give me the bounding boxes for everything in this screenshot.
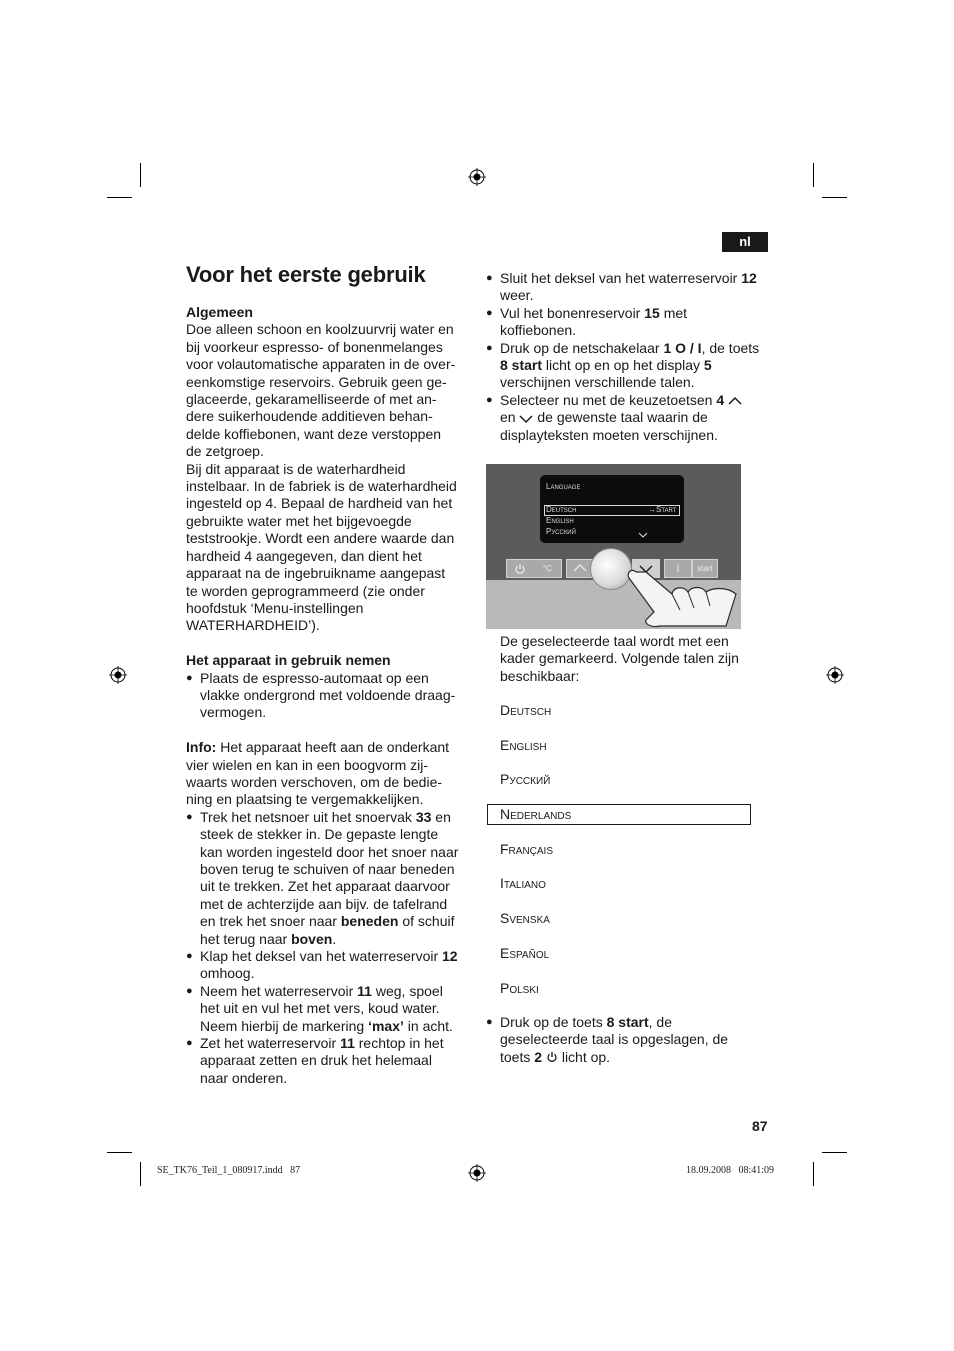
text-run: 12 (442, 948, 458, 964)
text-line: bij voorkeur espresso- of bonenmelanges (186, 338, 443, 355)
language-item: Svenska (500, 910, 550, 927)
language-list (500, 702, 571, 1014)
section-heading: Het apparaat in gebruik nemen (186, 652, 391, 669)
text-run: 12 (741, 270, 757, 286)
crop-mark (107, 1152, 132, 1153)
text-run: 2 (534, 1048, 543, 1065)
right-column-languages-intro (500, 633, 770, 685)
text-line: Bij dit apparaat is de waterhardheid (186, 460, 406, 477)
language-item: Русский (500, 771, 551, 788)
display-screen (540, 475, 684, 543)
registration-mark-icon (109, 666, 127, 684)
text-line: instelbaar. In de fabriek is de waterhardheid (186, 478, 457, 495)
list-item (486, 1014, 771, 1066)
text-run: Klap het deksel van het waterreservoir (200, 948, 443, 964)
text-run: Druk op de toets (500, 1014, 607, 1030)
text-line: glaceerde, gekaramelliseerde of met an- (186, 391, 437, 408)
text-line: displayteksten moeten verschijnen. (500, 426, 718, 443)
list-item (486, 305, 771, 340)
text-line: het uit en vul het met vers, koud water. (200, 1000, 440, 1017)
text-line: naar onderen. (200, 1069, 288, 1086)
text-run: toets (500, 1048, 535, 1065)
list-item (186, 1035, 471, 1087)
text-line: kader gemarkeerd. Volgende talen zijn (500, 650, 739, 667)
text-line: kan worden ingesteld door het snoer naar (200, 843, 459, 860)
list-item (186, 983, 471, 1035)
display-header: Language (546, 482, 581, 491)
power-icon (546, 1051, 558, 1063)
text-line: hardheid 4 aangegeven, dan dient het (186, 547, 422, 564)
info-button[interactable]: i (664, 559, 692, 578)
text-run: 33 (415, 808, 432, 825)
text-line: boven terug te schuiven of naar beneden (200, 860, 455, 877)
crop-mark (107, 197, 132, 198)
display-item: English (546, 516, 574, 525)
text-run: en trek het snoer naar (200, 913, 341, 930)
text-line: hoofdstuk ‘Menu-instellingen (186, 599, 364, 616)
start-button[interactable]: start (692, 559, 718, 578)
list-item (486, 340, 771, 392)
left-column (186, 304, 471, 1087)
text-run: 15 (644, 304, 660, 321)
text-line: ning en plaatsing te vergemakkelijken. (186, 791, 424, 808)
language-item: Français (500, 840, 554, 857)
control-panel-illustration (486, 464, 741, 629)
language-item: English (500, 736, 547, 753)
text-run: , de toets (701, 339, 760, 356)
text-line: te worden geprogrammeerd (zie onder (186, 582, 425, 599)
text-line: voor volautomatische apparaten in de over- (186, 356, 456, 373)
text-run: Zet het waterreservoir (200, 1035, 341, 1052)
list-item (486, 270, 771, 305)
chevron-up-icon (728, 396, 742, 406)
text-run: 11 (340, 1035, 355, 1052)
crop-mark (140, 1162, 141, 1186)
text-line: uit te trekken. Zet het apparaat daarvoor (200, 878, 450, 895)
text-line: koffiebonen. (500, 322, 577, 339)
language-item: Deutsch (500, 702, 552, 718)
finger-hand-illustration (616, 564, 741, 629)
text-line: Doe alleen schoon en koolzuurvrij water en (186, 321, 454, 338)
text-run: het terug naar (200, 930, 292, 947)
page-number: 87 (752, 1118, 768, 1134)
text-run: Druk op de netschakelaar (500, 339, 664, 356)
text-run: . (332, 930, 337, 947)
text-line: eenkomstige reservoirs. Gebruik geen ge- (186, 373, 447, 390)
right-column-steps (486, 270, 771, 444)
text-run: 8 start (500, 357, 543, 374)
text-line: beschikbaar: (500, 667, 580, 684)
text-line: ingesteld op 4. Bepaal de hardheid van het (186, 495, 453, 512)
text-line: vermogen. (200, 704, 267, 721)
text-run: Selecteer nu met de keuzetoetsen (500, 391, 717, 408)
text-line: Het apparaat heeft aan de onderkant (216, 739, 450, 756)
registration-mark-icon (468, 1164, 486, 1182)
text-run: Sluit het deksel van het waterreservoir (500, 270, 742, 286)
text-run: in acht. (403, 1017, 453, 1034)
list-item (186, 948, 471, 983)
text-line: met de achterzijde aan bijv. de tafelrand (200, 895, 448, 912)
language-item: Polski (500, 979, 539, 996)
info-label: Info: (186, 739, 217, 756)
section-heading: Algemeen (186, 304, 253, 320)
text-run: licht op. (557, 1048, 611, 1065)
text-line: de zetgroep. (186, 443, 264, 460)
text-line: steek de stekker in. De gepaste lengte (200, 826, 439, 843)
text-run: en (431, 808, 451, 825)
display-item: Русский (546, 527, 576, 536)
crop-mark (822, 1152, 847, 1153)
text-run: 8 start (606, 1014, 649, 1030)
text-line: verschijnen verschillende talen. (500, 374, 695, 391)
text-line: WATERHARDHEID’). (186, 617, 320, 634)
display-selected-item: Deutsch (546, 505, 577, 514)
text-run: 11 (357, 982, 372, 999)
text-run: Neem het waterreservoir (200, 982, 358, 999)
chevron-up-icon (573, 563, 587, 573)
crop-mark (813, 1162, 814, 1186)
text-line: vier wielen en kan in een boogvorm zij- (186, 756, 429, 773)
text-run: , de (648, 1014, 673, 1030)
text-line: vlakke ondergrond met voldoende draag- (200, 686, 456, 703)
text-line: omhoog. (200, 965, 255, 982)
crop-mark (822, 197, 847, 198)
text-line: teststrookje. Wordt een andere waarde dan (186, 530, 455, 547)
intro-paragraph (186, 321, 471, 634)
text-line: gebruikte water met het bijgevoegde (186, 512, 412, 529)
text-run: en (500, 409, 520, 426)
display-start-hint: →Start (648, 505, 677, 514)
language-tab: nl (722, 232, 768, 252)
footer-file-info: SE_TK76_Teil_1_080917.indd 87 (157, 1165, 301, 1176)
text-run: rechtop in het (354, 1035, 444, 1052)
display-scroll-down-icon (638, 532, 648, 539)
language-item: Español (500, 944, 550, 961)
chevron-down-icon (519, 414, 533, 424)
text-run: of schuif (398, 913, 455, 930)
text-run: beneden (340, 913, 399, 930)
page-title: Voor het eerste gebruik (186, 262, 426, 287)
footer-timestamp: 18.09.2008 08:41:09 (686, 1165, 775, 1176)
list-item (486, 392, 771, 444)
text-line: waarts worden verschoven, om de bedie- (186, 773, 443, 790)
text-line: geselecteerde taal is opgeslagen, de (500, 1031, 729, 1048)
crop-mark (813, 163, 814, 187)
text-line: apparaat na de ingebruikname aangepast (186, 565, 446, 582)
text-run: ‘max’ (368, 1017, 404, 1034)
text-run: licht op en op het display (542, 357, 704, 374)
text-run: met (659, 304, 688, 321)
crop-mark (140, 163, 141, 187)
text-run: weg, spoel (371, 982, 443, 999)
info-note (186, 739, 471, 809)
text-line: weer. (500, 287, 534, 304)
registration-mark-icon (468, 168, 486, 186)
power-icon (514, 563, 526, 575)
text-line: delde koffiebonen, want deze verstoppen (186, 425, 442, 442)
text-line: De geselecteerde taal wordt met een (500, 633, 729, 649)
text-run: Neem hierbij de markering (200, 1017, 369, 1034)
text-run: boven (291, 930, 333, 947)
text-line: dere suikerhoudende additieven behan- (186, 408, 433, 425)
power-button[interactable] (506, 559, 562, 578)
language-item: Italiano (500, 875, 546, 892)
text-run: de gewenste taal waarin de (533, 409, 708, 426)
list-item (186, 670, 471, 722)
text-run: Vul het bonenreservoir (500, 304, 645, 321)
text-run: 5 (703, 357, 712, 374)
registration-mark-icon (826, 666, 844, 684)
text-run: 4 (716, 391, 725, 408)
right-column-final-step (486, 1014, 771, 1066)
language-item: Nederlands (500, 806, 572, 823)
text-line: ● Plaats de espresso-automaat op een (200, 669, 429, 686)
list-item (186, 809, 471, 948)
celsius-label: °C (543, 564, 552, 573)
text-run: 1 O / I (663, 339, 702, 356)
text-line: apparaat zetten en druk het helemaal (200, 1052, 432, 1069)
text-run: Trek het netsnoer uit het snoervak (200, 808, 416, 825)
